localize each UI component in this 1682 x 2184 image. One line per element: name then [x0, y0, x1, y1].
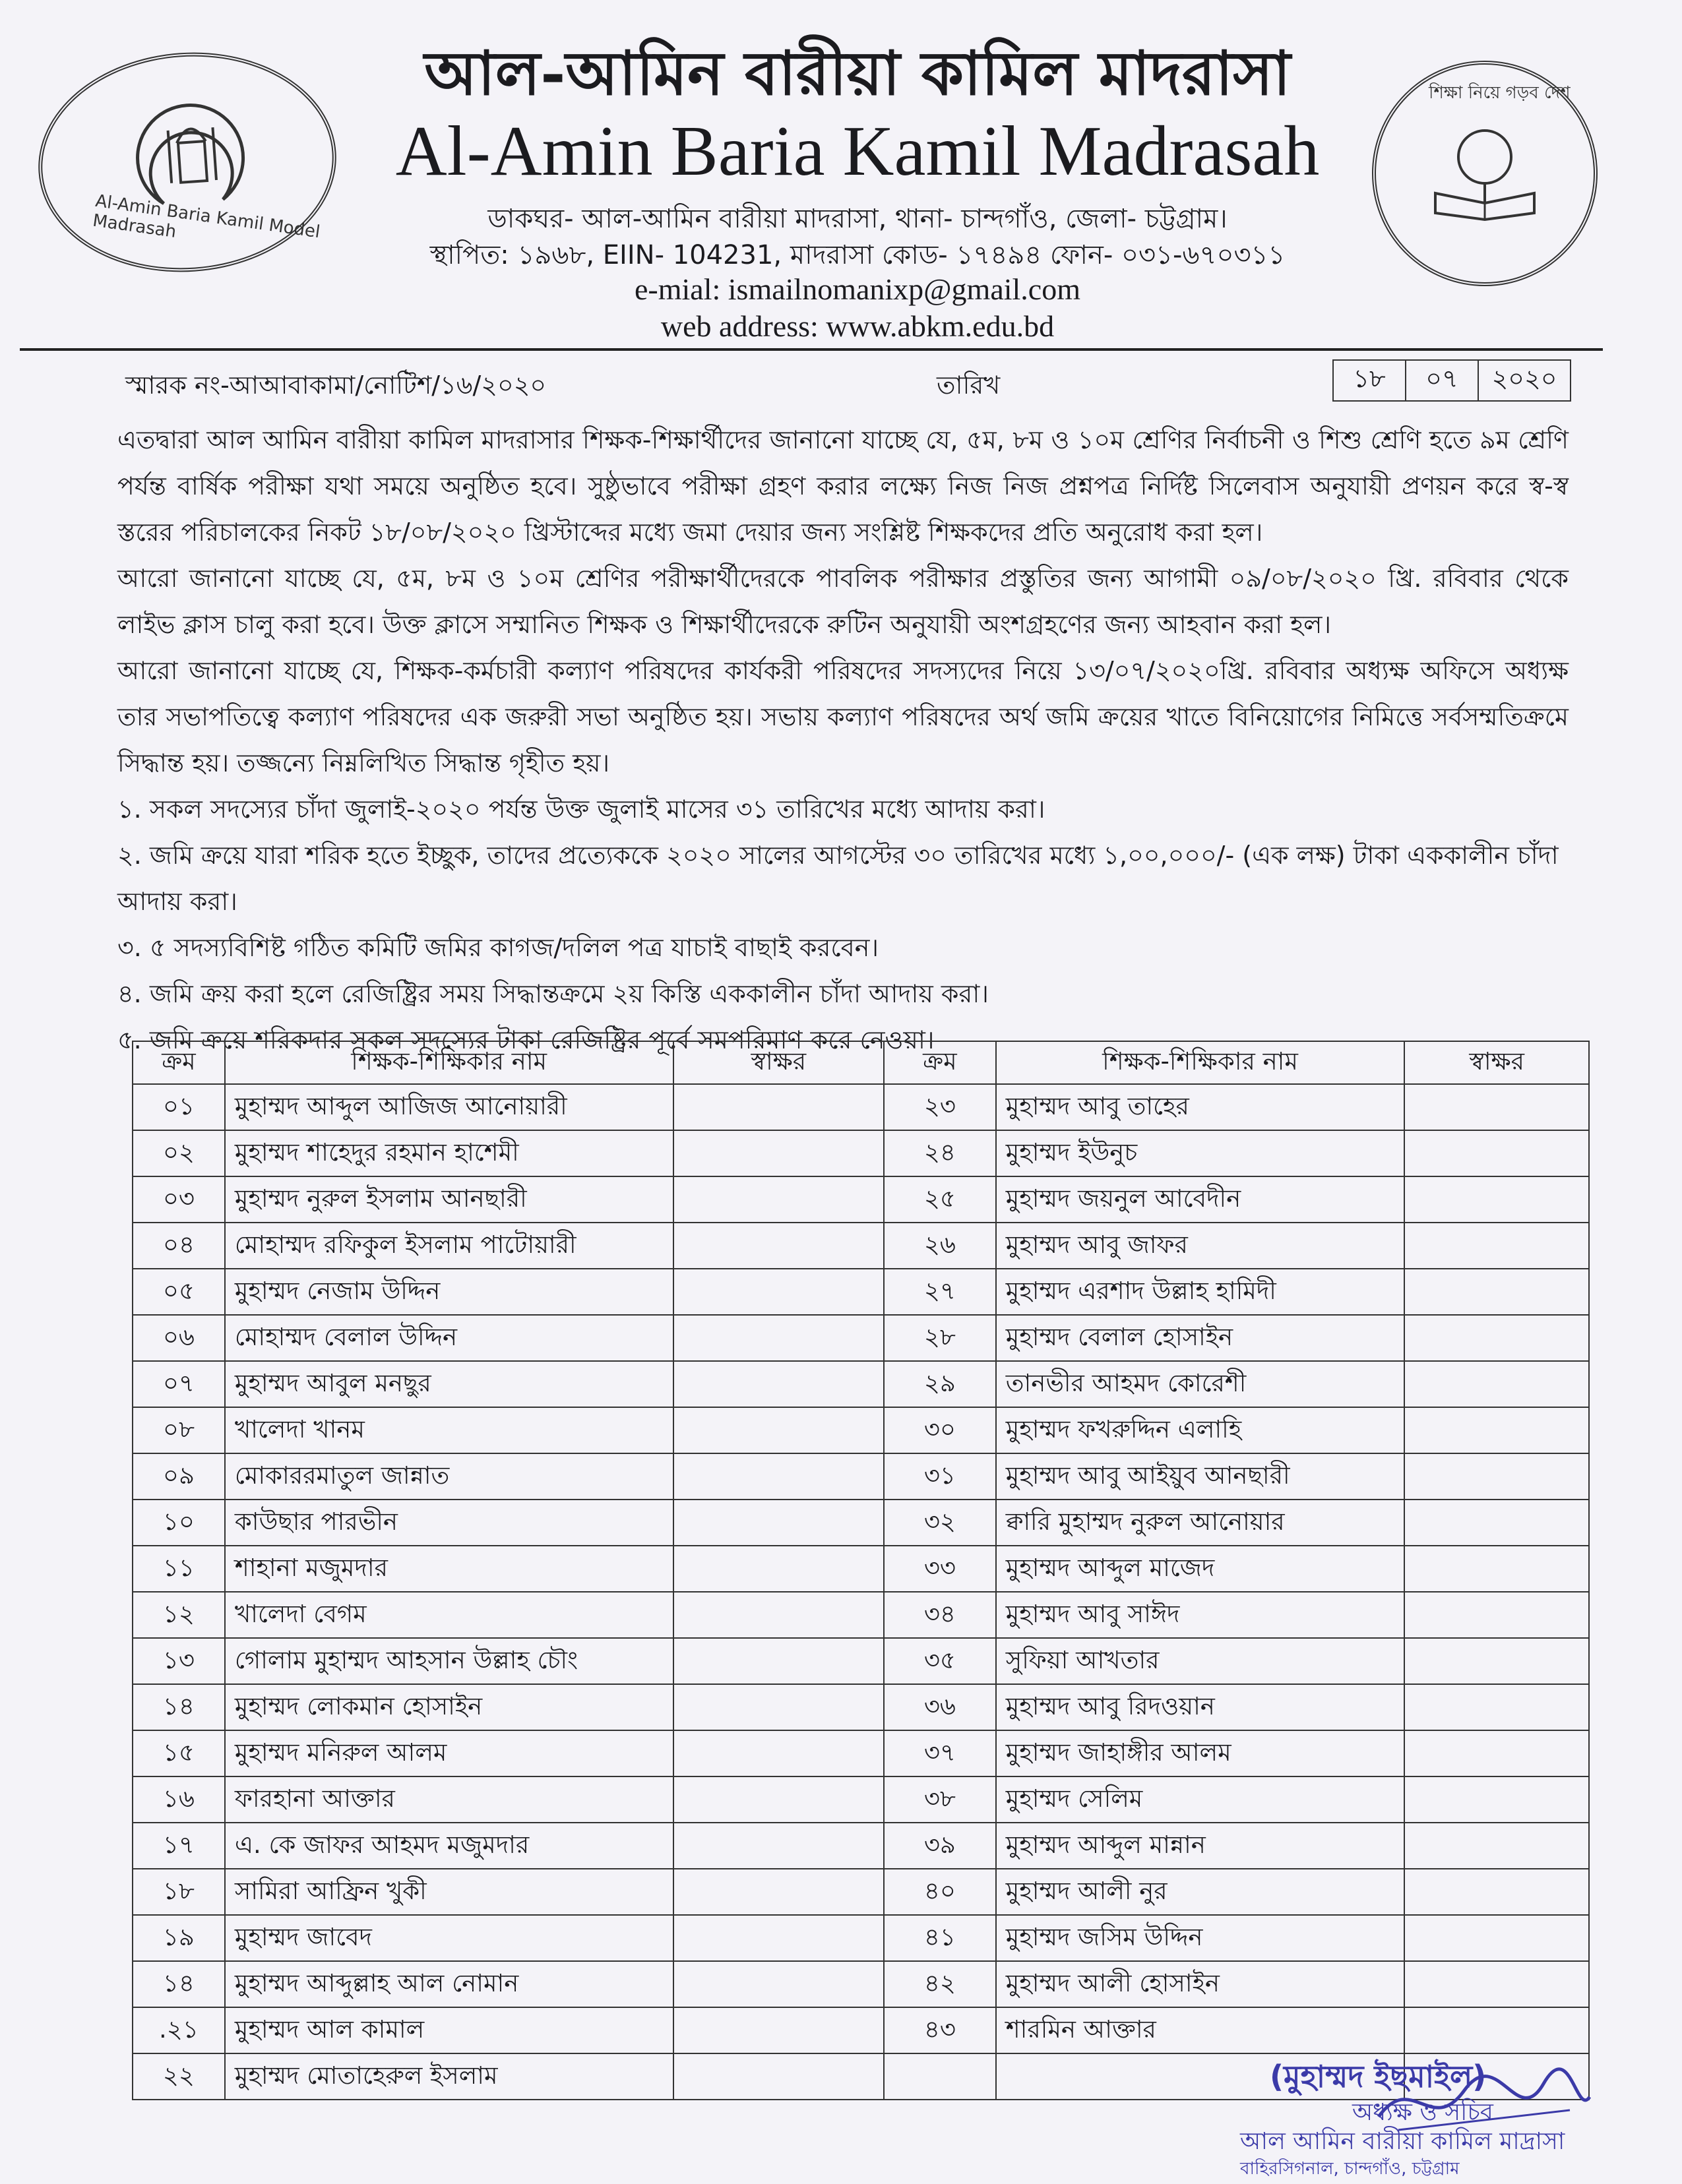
- serial-cell-left: ০৮: [133, 1407, 225, 1453]
- signature-cell-left: [673, 1407, 884, 1453]
- signature-cell-left: [673, 1638, 884, 1684]
- notice-paragraph-2: আরো জানানো যাচ্ছে যে, ৫ম, ৮ম ও ১০ম শ্রেণির পরীক্ষার্থীদেরকে পাবলিক পরীক্ষার প্রস্তুতির জন্য আগামী ০৯/০৮/২০২০ খ্রি. রবিবার থেকে লাইভ ক্লাস চালু করা হবে। উক্ত ক্লাসে সম্মানিত শিক্ষক ও শিক্ষার্থীদেরকে রুটিন অনুযায়ী অংশগ্রহণের জন্য আহবান করা হল।: [117, 564, 1569, 639]
- serial-cell-left: ১২: [133, 1592, 225, 1638]
- name-cell-left: মুহাম্মদ আব্দুল্লাহ আল নোমান: [225, 1961, 673, 2007]
- serial-cell-right: ২৯: [884, 1361, 996, 1407]
- serial-cell-right: ৩১: [884, 1453, 996, 1500]
- institution-web: web address: www.abkm.edu.bd: [660, 309, 1055, 343]
- name-cell-right: মুহাম্মদ আব্দুল মান্নান: [996, 1823, 1405, 1869]
- signature-cell-left: [673, 1130, 884, 1176]
- name-cell-left: শাহানা মজুমদার: [225, 1546, 673, 1592]
- name-cell-left: মুহাম্মদ মোতাহেরুল ইসলাম: [225, 2053, 673, 2100]
- signature-cell-right: [1404, 1823, 1589, 1869]
- serial-cell-left: ১৫: [133, 1730, 225, 1776]
- date-day: ১৮: [1334, 361, 1406, 400]
- serial-cell-right: ৩৩: [884, 1546, 996, 1592]
- institution-seal-left: [31, 43, 344, 282]
- signature-cell-right: [1404, 1084, 1589, 1130]
- serial-cell-left: ০৪: [133, 1223, 225, 1269]
- signature-cell-right: [1404, 1407, 1589, 1453]
- serial-cell-left: ১৪: [133, 1684, 225, 1730]
- name-cell-right: মুহাম্মদ জসিম উদ্দিন: [996, 1915, 1405, 1961]
- name-cell-left: খালেদা বেগম: [225, 1592, 673, 1638]
- name-cell-right: সুফিয়া আখতার: [996, 1638, 1405, 1684]
- signature-cell-left: [673, 1361, 884, 1407]
- table-row: [133, 1684, 1589, 1730]
- notice-body: [117, 417, 1569, 1063]
- serial-cell-right: ৩৪: [884, 1592, 996, 1638]
- name-cell-right: মুহাম্মদ এরশাদ উল্লাহ হামিদী: [996, 1269, 1405, 1315]
- table-row: [133, 1776, 1589, 1823]
- serial-cell-left: ১৯: [133, 1915, 225, 1961]
- signature-cell-right: [1404, 1684, 1589, 1730]
- serial-cell-right: ৩৯: [884, 1823, 996, 1869]
- table-row: [133, 1223, 1589, 1269]
- principal-institution: আল আমিন বারীয়া কামিল মাদ্রাসা: [1240, 2128, 1565, 2155]
- name-cell-right: মুহাম্মদ আলী হোসাইন: [996, 1961, 1405, 2007]
- decision-item-2: ২. জমি ক্রয়ে যারা শরিক হতে ইচ্ছুক, তাদের প্রত্যেককে ২০২০ সালের আগস্টের ৩০ তারিখের মধ্যে ১,০০,০০০/- (এক লক্ষ) টাকা এককালীন চাঁদা আদায় করা।: [117, 841, 1559, 916]
- serial-cell-right: ৪৩: [884, 2007, 996, 2053]
- name-cell-right: ক্বারি মুহাম্মদ নুরুল আনোয়ার: [996, 1500, 1405, 1546]
- signature-cell-left: [673, 1823, 884, 1869]
- serial-cell-left: ১৬: [133, 1776, 225, 1823]
- signature-cell-left: [673, 1084, 884, 1130]
- signature-cell-left: [673, 1315, 884, 1361]
- name-cell-right: মুহাম্মদ জাহাঙ্গীর আলম: [996, 1730, 1405, 1776]
- name-cell-left: মুহাম্মদ আল কামাল: [225, 2007, 673, 2053]
- signature-cell-left: [673, 1592, 884, 1638]
- serial-cell-left: ১৮: [133, 1869, 225, 1915]
- signature-cell-right: [1404, 1500, 1589, 1546]
- name-cell-right: শারমিন আক্তার: [996, 2007, 1405, 2053]
- table-row: [133, 1638, 1589, 1684]
- name-cell-left: কাউছার পারভীন: [225, 1500, 673, 1546]
- signature-cell-left: [673, 2053, 884, 2100]
- signature-cell-left: [673, 1500, 884, 1546]
- name-cell-right: মুহাম্মদ জয়নুল আবেদীন: [996, 1176, 1405, 1223]
- name-cell-left: মোহাম্মদ বেলাল উদ্দিন: [225, 1315, 673, 1361]
- signature-cell-right: [1404, 1869, 1589, 1915]
- signature-cell-right: [1404, 1176, 1589, 1223]
- table-row: [133, 1084, 1589, 1130]
- signature-cell-right: [1404, 1546, 1589, 1592]
- institution-address: ডাকঘর- আল-আমিন বারীয়া মাদরাসা, থানা- চান্দগাঁও, জেলা- চট্টগ্রাম।: [487, 204, 1228, 234]
- name-cell-left: মোকাররমাতুল জান্নাত: [225, 1453, 673, 1500]
- table-row: [133, 1961, 1589, 2007]
- header-divider: [20, 348, 1603, 351]
- col-serial-right: ক্রম: [884, 1041, 996, 1084]
- seal-right-caption: শিক্ষা নিয়ে গড়ব দেশ: [1429, 83, 1571, 103]
- col-name-left: শিক্ষক-শিক্ষিকার নাম: [225, 1041, 673, 1084]
- name-cell-right: মুহাম্মদ ফখরুদ্দিন এলাহি: [996, 1407, 1405, 1453]
- serial-cell-right: ৩৮: [884, 1776, 996, 1823]
- signature-cell-left: [673, 1269, 884, 1315]
- name-cell-right: মুহাম্মদ আব্দুল মাজেদ: [996, 1546, 1405, 1592]
- table-row: [133, 1407, 1589, 1453]
- name-cell-right: মুহাম্মদ বেলাল হোসাইন: [996, 1315, 1405, 1361]
- table-row: [133, 1453, 1589, 1500]
- serial-cell-right: ৪১: [884, 1915, 996, 1961]
- serial-cell-right: ৩৭: [884, 1730, 996, 1776]
- col-name-right: শিক্ষক-শিক্ষিকার নাম: [996, 1041, 1405, 1084]
- notice-paragraph-3: আরো জানানো যাচ্ছে যে, শিক্ষক-কর্মচারী কল্যাণ পরিষদের কার্যকরী পরিষদের সদস্যদের নিয়ে ১৩/০৭/২০২০খ্রি. রবিবার অধ্যক্ষ অফিসে অধ্যক্ষ তার সভাপতিত্বে কল্যাণ পরিষদের এক জরুরী সভা অনুষ্ঠিত হয়। সভায় কল্যাণ পরিষদের অর্থ জমি ক্রয়ের খাতে বিনিয়োগের নিমিত্তে সর্বসম্মতিক্রমে সিদ্ধান্ত হয়। তজ্জন্যে নিম্নলিখিত সিদ্ধান্ত গৃহীত হয়।: [117, 656, 1569, 777]
- signature-cell-left: [673, 1915, 884, 1961]
- name-cell-left: মুহাম্মদ নেজাম উদ্দিন: [225, 1269, 673, 1315]
- serial-cell-left: .২১: [133, 2007, 225, 2053]
- date-month: ০৭: [1406, 361, 1479, 400]
- name-cell-left: সামিরা আফ্রিন খুকী: [225, 1869, 673, 1915]
- serial-cell-right: ২৬: [884, 1223, 996, 1269]
- decision-item-4: ৪. জমি ক্রয় করা হলে রেজিষ্ট্রির সময় সিদ্ধান্তক্রমে ২য় কিস্তি এককালীন চাঁদা আদায় করা।: [117, 979, 989, 1008]
- table-row: [133, 1500, 1589, 1546]
- table-row: [133, 1869, 1589, 1915]
- name-cell-left: মুহাম্মদ নুরুল ইসলাম আনছারী: [225, 1176, 673, 1223]
- decision-item-5: ৫. জমি ক্রয়ে শরিকদার সকল সদস্যের টাকা রেজিষ্ট্রির পূর্বে সমপরিমাণ করে নেওয়া।: [117, 1025, 935, 1054]
- serial-cell-left: ০৯: [133, 1453, 225, 1500]
- table-row: [133, 1315, 1589, 1361]
- principal-role: অধ্যক্ষ ও সচিব: [1352, 2099, 1493, 2126]
- name-cell-right: মুহাম্মদ আবু সাঈদ: [996, 1592, 1405, 1638]
- serial-cell-right: ২৩: [884, 1084, 996, 1130]
- institution-established: স্থাপিত: ১৯৬৮, EIIN- 104231, মাদরাসা কোড- ১৭৪৯৪ ফোন- ০৩১-৬৭০৩১১: [429, 240, 1286, 270]
- signature-cell-right: [1404, 1269, 1589, 1315]
- serial-cell-left: ২২: [133, 2053, 225, 2100]
- notice-paragraph-1: এতদ্বারা আল আমিন বারীয়া কামিল মাদরাসার শিক্ষক-শিক্ষার্থীদের জানানো যাচ্ছে যে, ৫ম, ৮ম ও ১০ম শ্রেণির নির্বাচনী ও শিশু শ্রেণি হতে ৯ম শ্রেণি পর্যন্ত বার্ষিক পরীক্ষা যথা সময়ে অনুষ্ঠিত হবে। সুষ্ঠুভাবে পরীক্ষা গ্রহণ করার লক্ষ্যে নিজ নিজ প্রশ্নপত্র নির্দিষ্ট সিলেবাস অনুযায়ী প্রণয়ন করে স্ব-স্ব স্তরের পরিচালকের নিকট ১৮/০৮/২০২০ খ্রিস্টাব্দের মধ্যে জমা দেয়ার জন্য সংশ্লিষ্ট শিক্ষকদের প্রতি অনুরোধ করা হল।: [117, 425, 1569, 547]
- table-row: [133, 1915, 1589, 1961]
- name-cell-left: গোলাম মুহাম্মদ আহসান উল্লাহ চৌং: [225, 1638, 673, 1684]
- serial-cell-right: ৪২: [884, 1961, 996, 2007]
- serial-cell-right: ২৪: [884, 1130, 996, 1176]
- serial-cell-left: ১০: [133, 1500, 225, 1546]
- table-header-row: [133, 1041, 1589, 1084]
- name-cell-left: মুহাম্মদ আব্দুল আজিজ আনোয়ারী: [225, 1084, 673, 1130]
- signature-cell-right: [1404, 2007, 1589, 2053]
- signature-cell-right: [1404, 1130, 1589, 1176]
- name-cell-left: ফারহানা আক্তার: [225, 1776, 673, 1823]
- col-signature-left: স্বাক্ষর: [673, 1041, 884, 1084]
- serial-cell-right: ৩৫: [884, 1638, 996, 1684]
- serial-cell-left: ১৪: [133, 1961, 225, 2007]
- decision-item-1: ১. সকল সদস্যের চাঁদা জুলাই-২০২০ পর্যন্ত উক্ত জুলাই মাসের ৩১ তারিখের মধ্যে আদায় করা।: [117, 795, 1045, 824]
- signature-cell-right: [1404, 1315, 1589, 1361]
- institution-seal-right: [1372, 61, 1598, 286]
- decision-item-3: ৩. ৫ সদস্যবিশিষ্ট গঠিত কমিটি জমির কাগজ/দলিল পত্র যাচাই বাছাই করবেন।: [117, 933, 879, 962]
- serial-cell-right: ২৭: [884, 1269, 996, 1315]
- table-row: [133, 2007, 1589, 2053]
- name-cell-left: মোহাম্মদ রফিকুল ইসলাম পাটোয়ারী: [225, 1223, 673, 1269]
- table-row: [133, 1546, 1589, 1592]
- principal-address: বাহিরসিগনাল, চান্দগাঁও, চট্টগ্রাম: [1240, 2159, 1460, 2179]
- serial-cell-right: [884, 2053, 996, 2100]
- book-tree-icon: [1422, 121, 1547, 226]
- signature-cell-right: [1404, 1361, 1589, 1407]
- name-cell-left: খালেদা খানম: [225, 1407, 673, 1453]
- table-row: [133, 1823, 1589, 1869]
- signature-cell-right: [1404, 1730, 1589, 1776]
- name-cell-left: মুহাম্মদ মনিরুল আলম: [225, 1730, 673, 1776]
- table-row: [133, 1176, 1589, 1223]
- table-row: [133, 1130, 1589, 1176]
- signature-cell-right: [1404, 1776, 1589, 1823]
- col-signature-right: স্বাক্ষর: [1404, 1041, 1589, 1084]
- serial-cell-right: ৩০: [884, 1407, 996, 1453]
- serial-cell-left: ০৭: [133, 1361, 225, 1407]
- name-cell-right: তানভীর আহমদ কোরেশী: [996, 1361, 1405, 1407]
- name-cell-right: মুহাম্মদ আবু রিদওয়ান: [996, 1684, 1405, 1730]
- serial-cell-left: ০৩: [133, 1176, 225, 1223]
- signature-cell-left: [673, 1176, 884, 1223]
- institution-email: e-mial: ismailnomanixp@gmail.com: [634, 272, 1080, 306]
- table-row: [133, 1361, 1589, 1407]
- signature-cell-right: [1404, 1223, 1589, 1269]
- signature-cell-left: [673, 1453, 884, 1500]
- table-row: [133, 1592, 1589, 1638]
- serial-cell-left: ০২: [133, 1130, 225, 1176]
- date-box: [1332, 359, 1571, 402]
- name-cell-right: মুহাম্মদ আবু তাহের: [996, 1084, 1405, 1130]
- name-cell-right: মুহাম্মদ আবু আইয়ুব আনছারী: [996, 1453, 1405, 1500]
- serial-cell-left: ১১: [133, 1546, 225, 1592]
- signature-cell-left: [673, 1223, 884, 1269]
- signature-cell-right: [1404, 1961, 1589, 2007]
- name-cell-left: মুহাম্মদ জাবেদ: [225, 1915, 673, 1961]
- signature-cell-right: [1404, 1915, 1589, 1961]
- date-year: ২০২০: [1491, 364, 1557, 393]
- teacher-signature-table: [132, 1041, 1590, 2100]
- signature-cell-left: [673, 1730, 884, 1776]
- col-serial-left: ক্রম: [133, 1041, 225, 1084]
- serial-cell-left: ০৫: [133, 1269, 225, 1315]
- signature-cell-right: [1404, 1453, 1589, 1500]
- signature-cell-left: [673, 1961, 884, 2007]
- table-row: [133, 1269, 1589, 1315]
- signature-cell-right: [1404, 1592, 1589, 1638]
- name-cell-left: এ. কে জাফর আহমদ মজুমদার: [225, 1823, 673, 1869]
- table-row: [133, 1730, 1589, 1776]
- serial-cell-right: ২৮: [884, 1315, 996, 1361]
- memo-reference: স্মারক নং-আআবাকামা/নোটিশ/১৬/২০২০: [125, 371, 547, 400]
- serial-cell-left: ০৬: [133, 1315, 225, 1361]
- signature-cell-left: [673, 1869, 884, 1915]
- signature-cell-left: [673, 1546, 884, 1592]
- name-cell-left: মুহাম্মদ আবুল মনছুর: [225, 1361, 673, 1407]
- name-cell-right: মুহাম্মদ সেলিম: [996, 1776, 1405, 1823]
- serial-cell-left: ১৩: [133, 1638, 225, 1684]
- serial-cell-right: ২৫: [884, 1176, 996, 1223]
- date-label: তারিখ: [937, 371, 1001, 400]
- serial-cell-left: ১৭: [133, 1823, 225, 1869]
- serial-cell-right: ৩২: [884, 1500, 996, 1546]
- principal-name: (মুহাম্মদ ইছমাইল): [1270, 2059, 1487, 2094]
- institution-title-bangla: আল-আমিন বারীয়া কামিল মাদরাসা: [424, 38, 1291, 109]
- name-cell-left: মুহাম্মদ শাহেদুর রহমান হাশেমী: [225, 1130, 673, 1176]
- name-cell-right: মুহাম্মদ আলী নুর: [996, 1869, 1405, 1915]
- serial-cell-left: ০১: [133, 1084, 225, 1130]
- serial-cell-right: ৪০: [884, 1869, 996, 1915]
- name-cell-right: মুহাম্মদ আবু জাফর: [996, 1223, 1405, 1269]
- name-cell-left: মুহাম্মদ লোকমান হোসাইন: [225, 1684, 673, 1730]
- serial-cell-right: ৩৬: [884, 1684, 996, 1730]
- signature-cell-right: [1404, 1638, 1589, 1684]
- signature-cell-left: [673, 2007, 884, 2053]
- institution-title-english: Al-Amin Baria Kamil Madrasah: [395, 112, 1320, 191]
- name-cell-right: মুহাম্মদ ইউনুচ: [996, 1130, 1405, 1176]
- seal-left-caption: Al-Amin Baria Kamil Model Madrasah: [91, 191, 322, 243]
- signature-cell-left: [673, 1776, 884, 1823]
- signature-cell-left: [673, 1684, 884, 1730]
